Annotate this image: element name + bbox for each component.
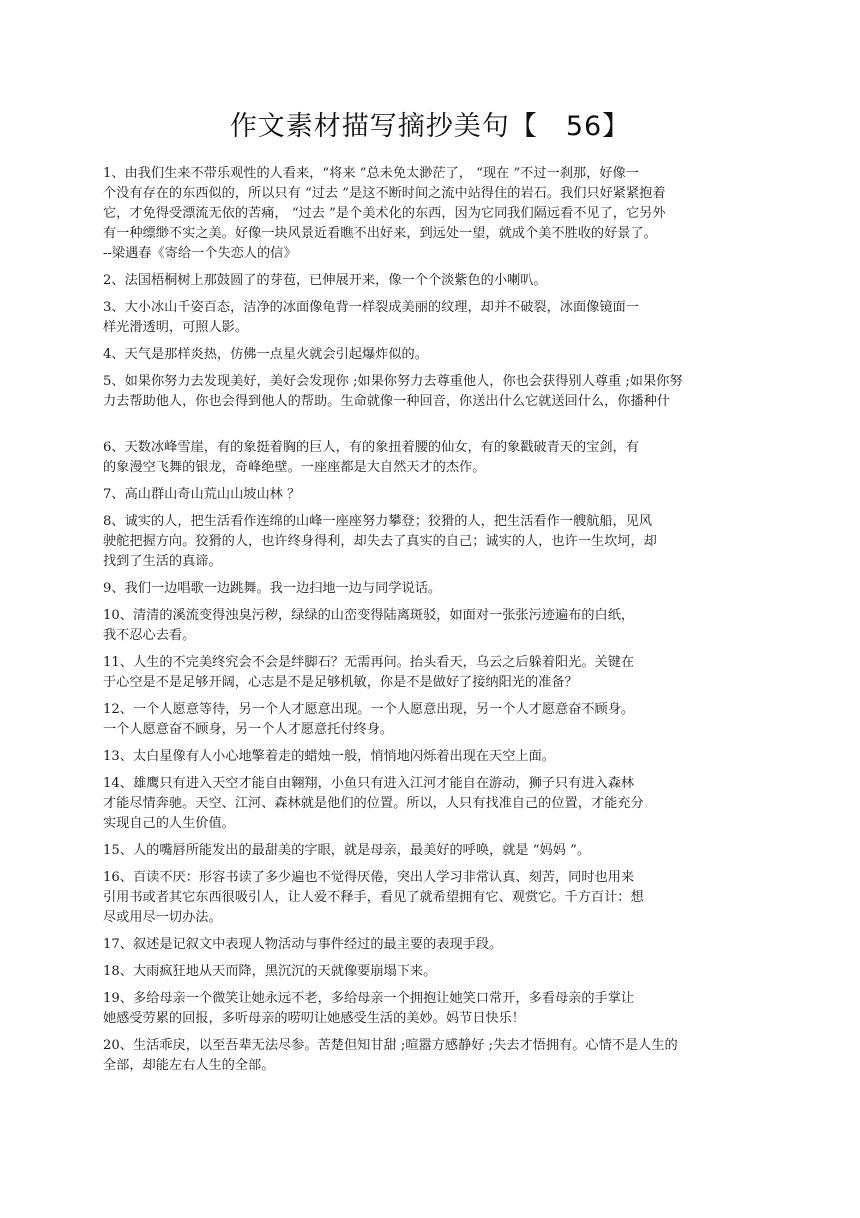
- entry-18: [103, 962, 743, 982]
- entry-line: 有一种缥缈不实之美。好像一块风景近看瞧不出好来，到远处一望，就成个美不胜收的好景了。: [103, 226, 657, 241]
- entry-13: [103, 747, 743, 767]
- entry-list: [103, 164, 743, 1083]
- entry-line: 它，才免得受漂流无依的苦痛， “过去 ”是个美术化的东西，因为它同我们隔远看不见了，它另外: [103, 206, 666, 221]
- entry-14: [103, 774, 743, 834]
- entry-10: [103, 606, 743, 646]
- entry-line: 样光滑透明，可照人影。: [103, 320, 249, 335]
- entry-8: [103, 512, 743, 572]
- entry-2: [103, 271, 743, 291]
- entry-line: 8、诚实的人，把生活看作连绵的山峰一座座努力攀登；狡猾的人，把生活看作一艘航船，见风: [103, 514, 653, 529]
- entry-line: --梁遇春《寄给一个失恋人的信》: [103, 246, 297, 261]
- entry-17: [103, 935, 743, 955]
- entry-line: 全部，却能左右人生的全部。: [103, 1058, 275, 1073]
- entry-line: 13、太白星像有人小心地擎着走的蜡烛一般，悄悄地闪烁着出现在天空上面。: [103, 749, 555, 764]
- title-number: 56】: [565, 111, 631, 142]
- entry-4: [103, 345, 743, 365]
- entry-line: 16、百读不厌：形容书读了多少遍也不觉得厌倦，突出人学习非常认真、刻苦，同时也用来: [103, 870, 635, 885]
- entry-line: 20、生活乖戾，以至吾辈无法尽参。苦楚但知甘甜 ;喧嚣方感静好 ;失去才悟拥有。心情不是人生的: [103, 1038, 678, 1053]
- entry-line: 1、由我们生来不带乐观性的人看来，“将来 ”总未免太渺茫了， “现在 ”不过一刹那，好像一: [103, 166, 639, 181]
- entry-line: 3、大小冰山千姿百态，洁净的冰面像龟背一样裂成美丽的纹理，却并不破裂，冰面像镜面一: [103, 300, 639, 315]
- entry-line: 11、人生的不完美终究会不会是绊脚石？无需再问。抬头看天，乌云之后躲着阳光。关键在: [103, 655, 635, 670]
- entry-line: 9、我们一边唱歌一边跳舞。我一边扫地一边与同学说话。: [103, 581, 442, 596]
- title-text: 作文素材描写摘抄美句【: [229, 111, 538, 142]
- entry-1: [103, 164, 743, 264]
- entry-line: 才能尽情奔驰。天空、江河、森林就是他们的位置。所以，人只有找准自己的位置，才能充分: [103, 796, 644, 811]
- entry-line: 14、雄鹰只有进入天空才能自由翱翔，小鱼只有进入江河才能自在游动，狮子只有进入森林: [103, 776, 635, 791]
- entry-12: [103, 700, 743, 740]
- entry-line: 力去帮助他人，你也会得到他人的帮助。生命就像一种回音，你送出什么它就送回什么，你播种什: [103, 394, 671, 409]
- entry-line: 12、一个人愿意等待，另一个人才愿意出现。一个人愿意出现，另一个人才愿意奋不顾身。: [103, 702, 635, 717]
- entry-line: 她感受劳累的回报，多听母亲的唠叨让她感受生活的美妙。妈节日快乐！: [103, 1011, 525, 1026]
- entry-line: 引用书或者其它东西很吸引人，让人爱不释手，看见了就希望拥有它、观赏它。千方百计：想: [103, 890, 644, 905]
- entry-11: [103, 653, 743, 693]
- entry-19: [103, 989, 743, 1029]
- entry-line: 2、法国梧桐树上那鼓圆了的芽苞，已伸展开来，像一个个淡紫色的小喇叭。: [103, 273, 547, 288]
- entry-line: 19、多给母亲一个微笑让她永远不老，多给母亲一个拥抱让她笑口常开，多看母亲的手掌让: [103, 991, 635, 1006]
- entry-5: [103, 372, 743, 412]
- entry-line: 15、人的嘴唇所能发出的最甜美的字眼，就是母亲，最美好的呼唤，就是 “妈妈 ”。: [103, 843, 591, 858]
- entry-20: [103, 1036, 743, 1076]
- entry-line: 5、如果你努力去发现美好，美好会发现你 ;如果你努力去尊重他人，你也会获得别人尊重 ;如果你努: [103, 374, 683, 389]
- entry-6: [103, 438, 743, 478]
- entry-9: [103, 579, 743, 599]
- entry-line: 7、高山群山奇山荒山山坡山林 ？: [103, 487, 301, 502]
- entry-line: 我不忍心去看。: [103, 628, 196, 643]
- entry-line: 6、天数冰峰雪崖，有的象挺着胸的巨人，有的象扭着腰的仙女，有的象戳破青天的宝剑，有: [103, 440, 639, 455]
- entry-line: 驶舵把握方向。狡猾的人，也许终身得利，却失去了真实的自己；诚实的人，也许一生坎坷，却: [103, 534, 657, 549]
- entry-line: 一个人愿意奋不顾身，另一个人才愿意托付终身。: [103, 722, 394, 737]
- entry-line: 10、清清的溪流变得浊臭污秽，绿绿的山峦变得陆离斑驳，如面对一张张污迹遍布的白纸，: [103, 608, 635, 623]
- entry-line: 的象漫空飞舞的银龙，奇峰绝壁。一座座都是大自然天才的杰作。: [103, 460, 486, 475]
- entry-line: 18、大雨疯狂地从天而降，黑沉沉的天就像要崩塌下来。: [103, 964, 437, 979]
- entry-line: 实现自己的人生价值。: [103, 816, 235, 831]
- entry-3: [103, 298, 743, 338]
- entry-15: [103, 841, 743, 861]
- entry-7: [103, 485, 743, 505]
- entry-16: [103, 868, 743, 928]
- entry-line: 找到了生活的真谛。: [103, 554, 222, 569]
- entry-line: 17、叙述是记叙文中表现人物活动与事件经过的最主要的表现手段。: [103, 937, 503, 952]
- entry-line: 个没有存在的东西似的，所以只有 “过去 ”是这不断时间之流中站得住的岩石。我们只好紧紧抱着: [103, 186, 666, 201]
- entry-line: 于心空是不是足够开阔，心志是不是足够机敏，你是不是做好了接纳阳光的准备？: [103, 675, 578, 690]
- page-title: [0, 104, 860, 143]
- entry-line: 4、天气是那样炎热，仿佛一点星火就会引起爆炸似的。: [103, 347, 428, 362]
- entry-line: 尽或用尽一切办法。: [103, 910, 222, 925]
